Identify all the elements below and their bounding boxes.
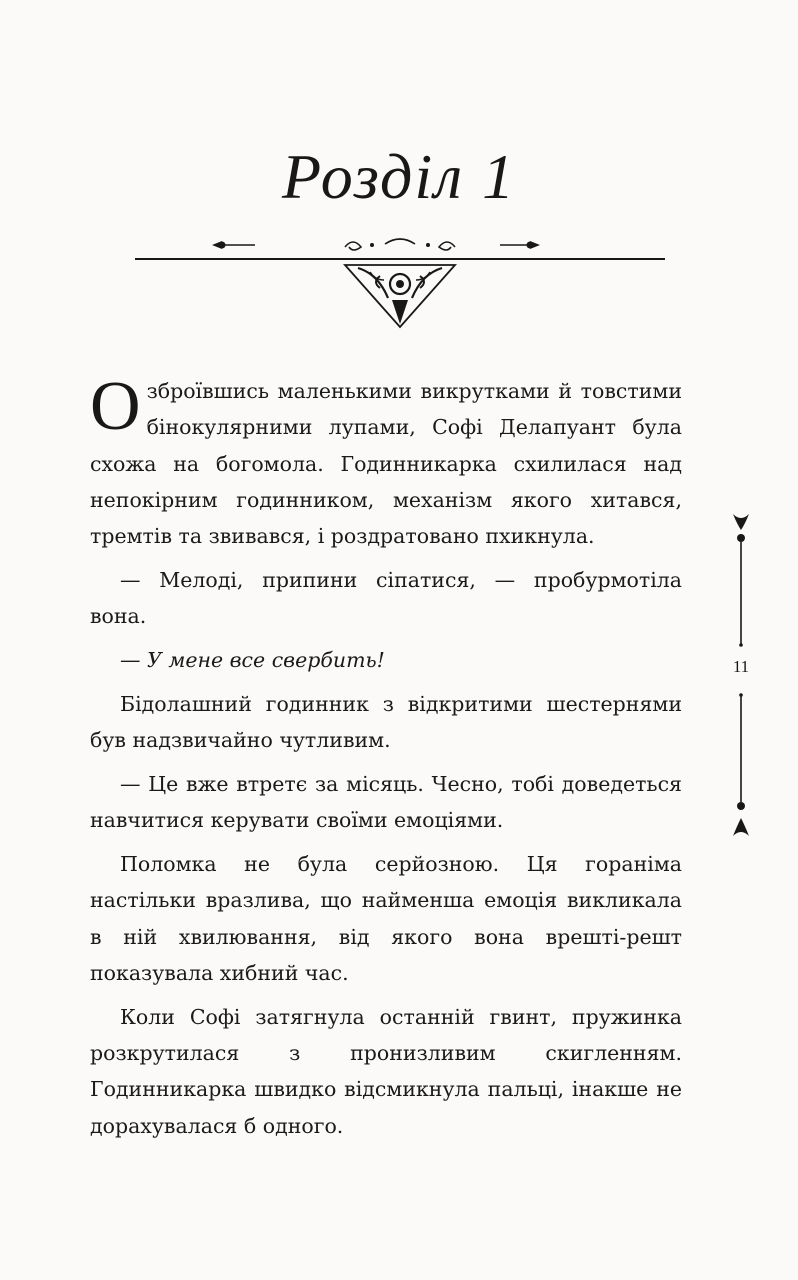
paragraph-2: — Мелоді, припини сіпатися, — пробурмотіла вона. (90, 567, 682, 629)
paragraph-4: Бідолашний годинник з відкритими шестернями був надзвичайно чутливим. (90, 691, 682, 753)
drop-cap: О (90, 368, 141, 445)
paragraph-1-text: зброївшись маленькими викрутками й товстими бінокулярними лупами, Софі Делапуант була схожа на богомола. Годинникарка схилилася над непокірним годинником, механізм якого хитався, тремтів та звивався, і роздратовано пхикнула. (90, 379, 682, 549)
paragraph-3: — У мене все свербить! (120, 648, 385, 673)
chapter-title: Розділ 1 (281, 141, 517, 212)
paragraph-6: Поломка не була серйозною. Ця гораніма настільки вразлива, що найменша емоція викликала в ній хвилювання, від якого вона врешті-решт показувала хибний час. (90, 852, 682, 985)
paragraph-5: — Це вже втретє за місяць. Чесно, тобі доведеться навчитися керувати своїми емоціями. (90, 771, 682, 833)
paragraph-1 (90, 368, 682, 554)
paragraph-7: Коли Софі затягнула останній гвинт, пружинка розкрутилася з пронизливим скигленням. Годинникарка швидко відсмикнула пальці, інакше не дорахувалася б одного. (90, 1004, 682, 1138)
chapter-text (90, 368, 682, 1151)
chapter-ornament-icon (130, 232, 670, 332)
page-number: 11 (723, 657, 759, 677)
